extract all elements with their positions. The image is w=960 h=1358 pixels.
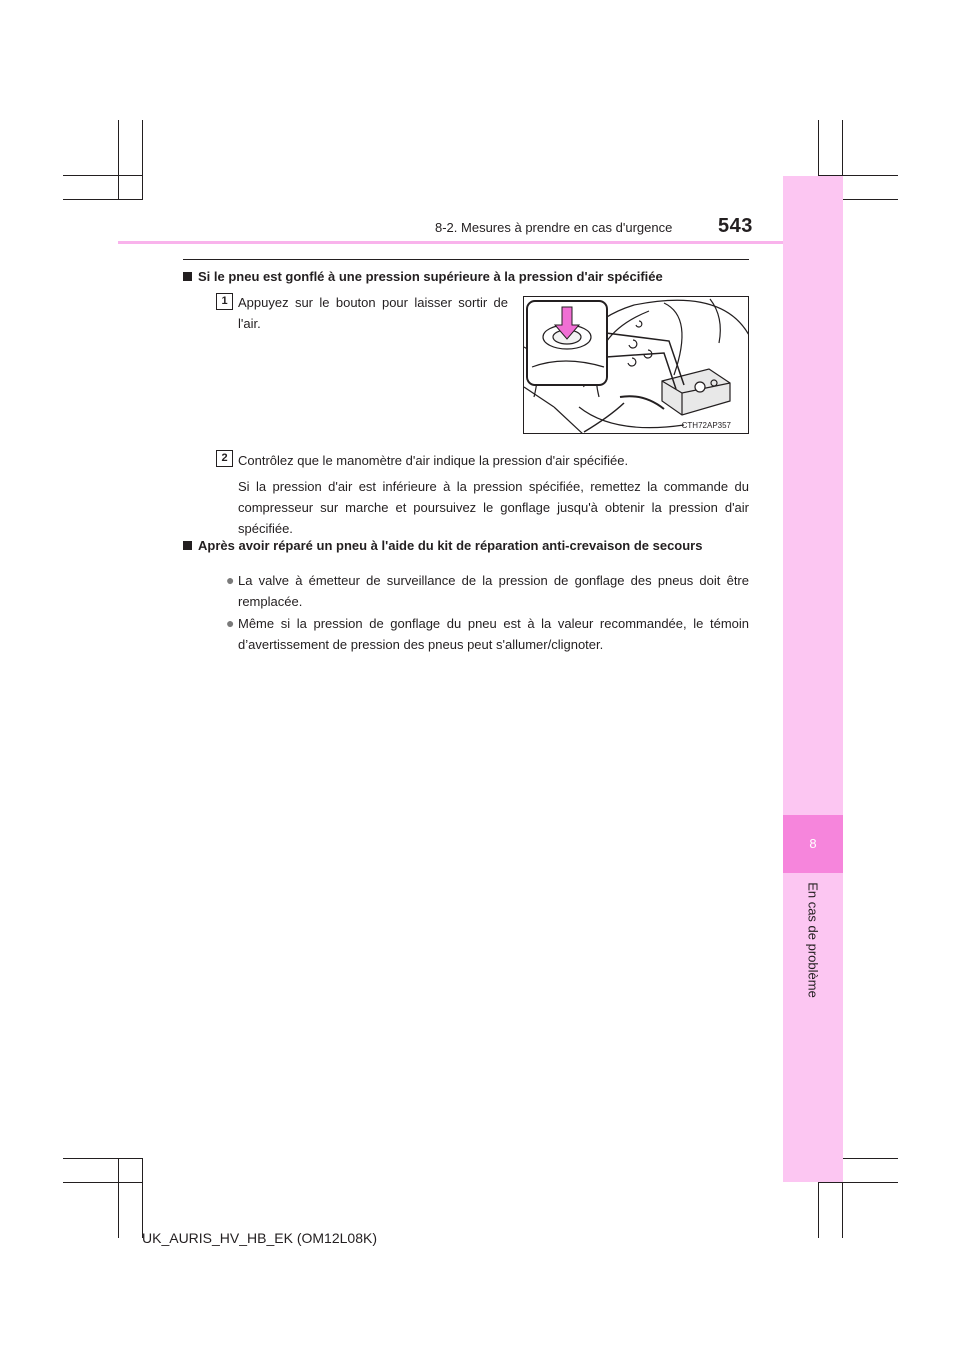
- chapter-side-tab: [783, 176, 843, 1182]
- heading-after-repair: [183, 536, 749, 556]
- heading-text: Après avoir réparé un pneu à l'aide du kit de réparation anti-crevaison de secours: [198, 538, 703, 553]
- step-2-note: Si la pression d'air est inférieure à la pression spécifiée, remettez la commande du compresseur sur marche et poursuivez le gonflage jusqu'à obtenir la pression d'air spécifiée.: [238, 479, 749, 536]
- compressor-drawing: [524, 297, 749, 434]
- heading-text: Si le pneu est gonflé à une pression supérieure à la pression d'air spécifiée: [198, 269, 663, 284]
- bullet-item-1: La valve à émetteur de surveillance de la pression de gonflage des pneus doit être remplacée.: [238, 573, 749, 609]
- figure-code: CTH72AP357: [681, 421, 731, 430]
- header-rule: [118, 241, 783, 244]
- square-bullet-icon: [183, 272, 192, 281]
- section-rule: [183, 259, 749, 260]
- crop-mark: [63, 1182, 143, 1183]
- crop-mark: [142, 1158, 143, 1238]
- chapter-label: En cas de problème: [805, 882, 821, 998]
- step-number-1: 1: [216, 293, 233, 310]
- compressor-illustration: [523, 296, 749, 434]
- crop-mark: [63, 175, 143, 176]
- step-number-2: 2: [216, 450, 233, 467]
- crop-mark: [63, 199, 143, 200]
- bullet-dot-icon: ●: [226, 572, 235, 588]
- crop-mark: [63, 1158, 143, 1159]
- section-title: 8-2. Mesures à prendre en cas d'urgence: [435, 220, 673, 235]
- chapter-number: 8: [783, 815, 843, 873]
- bullet-dot-icon: ●: [226, 615, 235, 631]
- crop-mark: [818, 1182, 898, 1183]
- page-number: 543: [718, 215, 753, 237]
- heading-overpressure: [183, 267, 663, 287]
- step-2-text: Contrôlez que le manomètre d'air indique la pression d'air spécifiée.: [238, 453, 629, 468]
- crop-mark: [118, 120, 119, 200]
- square-bullet-icon: [183, 541, 192, 550]
- step-1-text: Appuyez sur le bouton pour laisser sortir de l'air.: [238, 295, 508, 331]
- crop-mark: [118, 1158, 119, 1238]
- document-id: UK_AURIS_HV_HB_EK (OM12L08K): [142, 1230, 377, 1246]
- bullet-item-2: Même si la pression de gonflage du pneu est à la valeur recommandée, le témoin d’avertissement de pression des pneus peut s'allumer/clignoter.: [238, 616, 749, 652]
- crop-mark: [142, 120, 143, 200]
